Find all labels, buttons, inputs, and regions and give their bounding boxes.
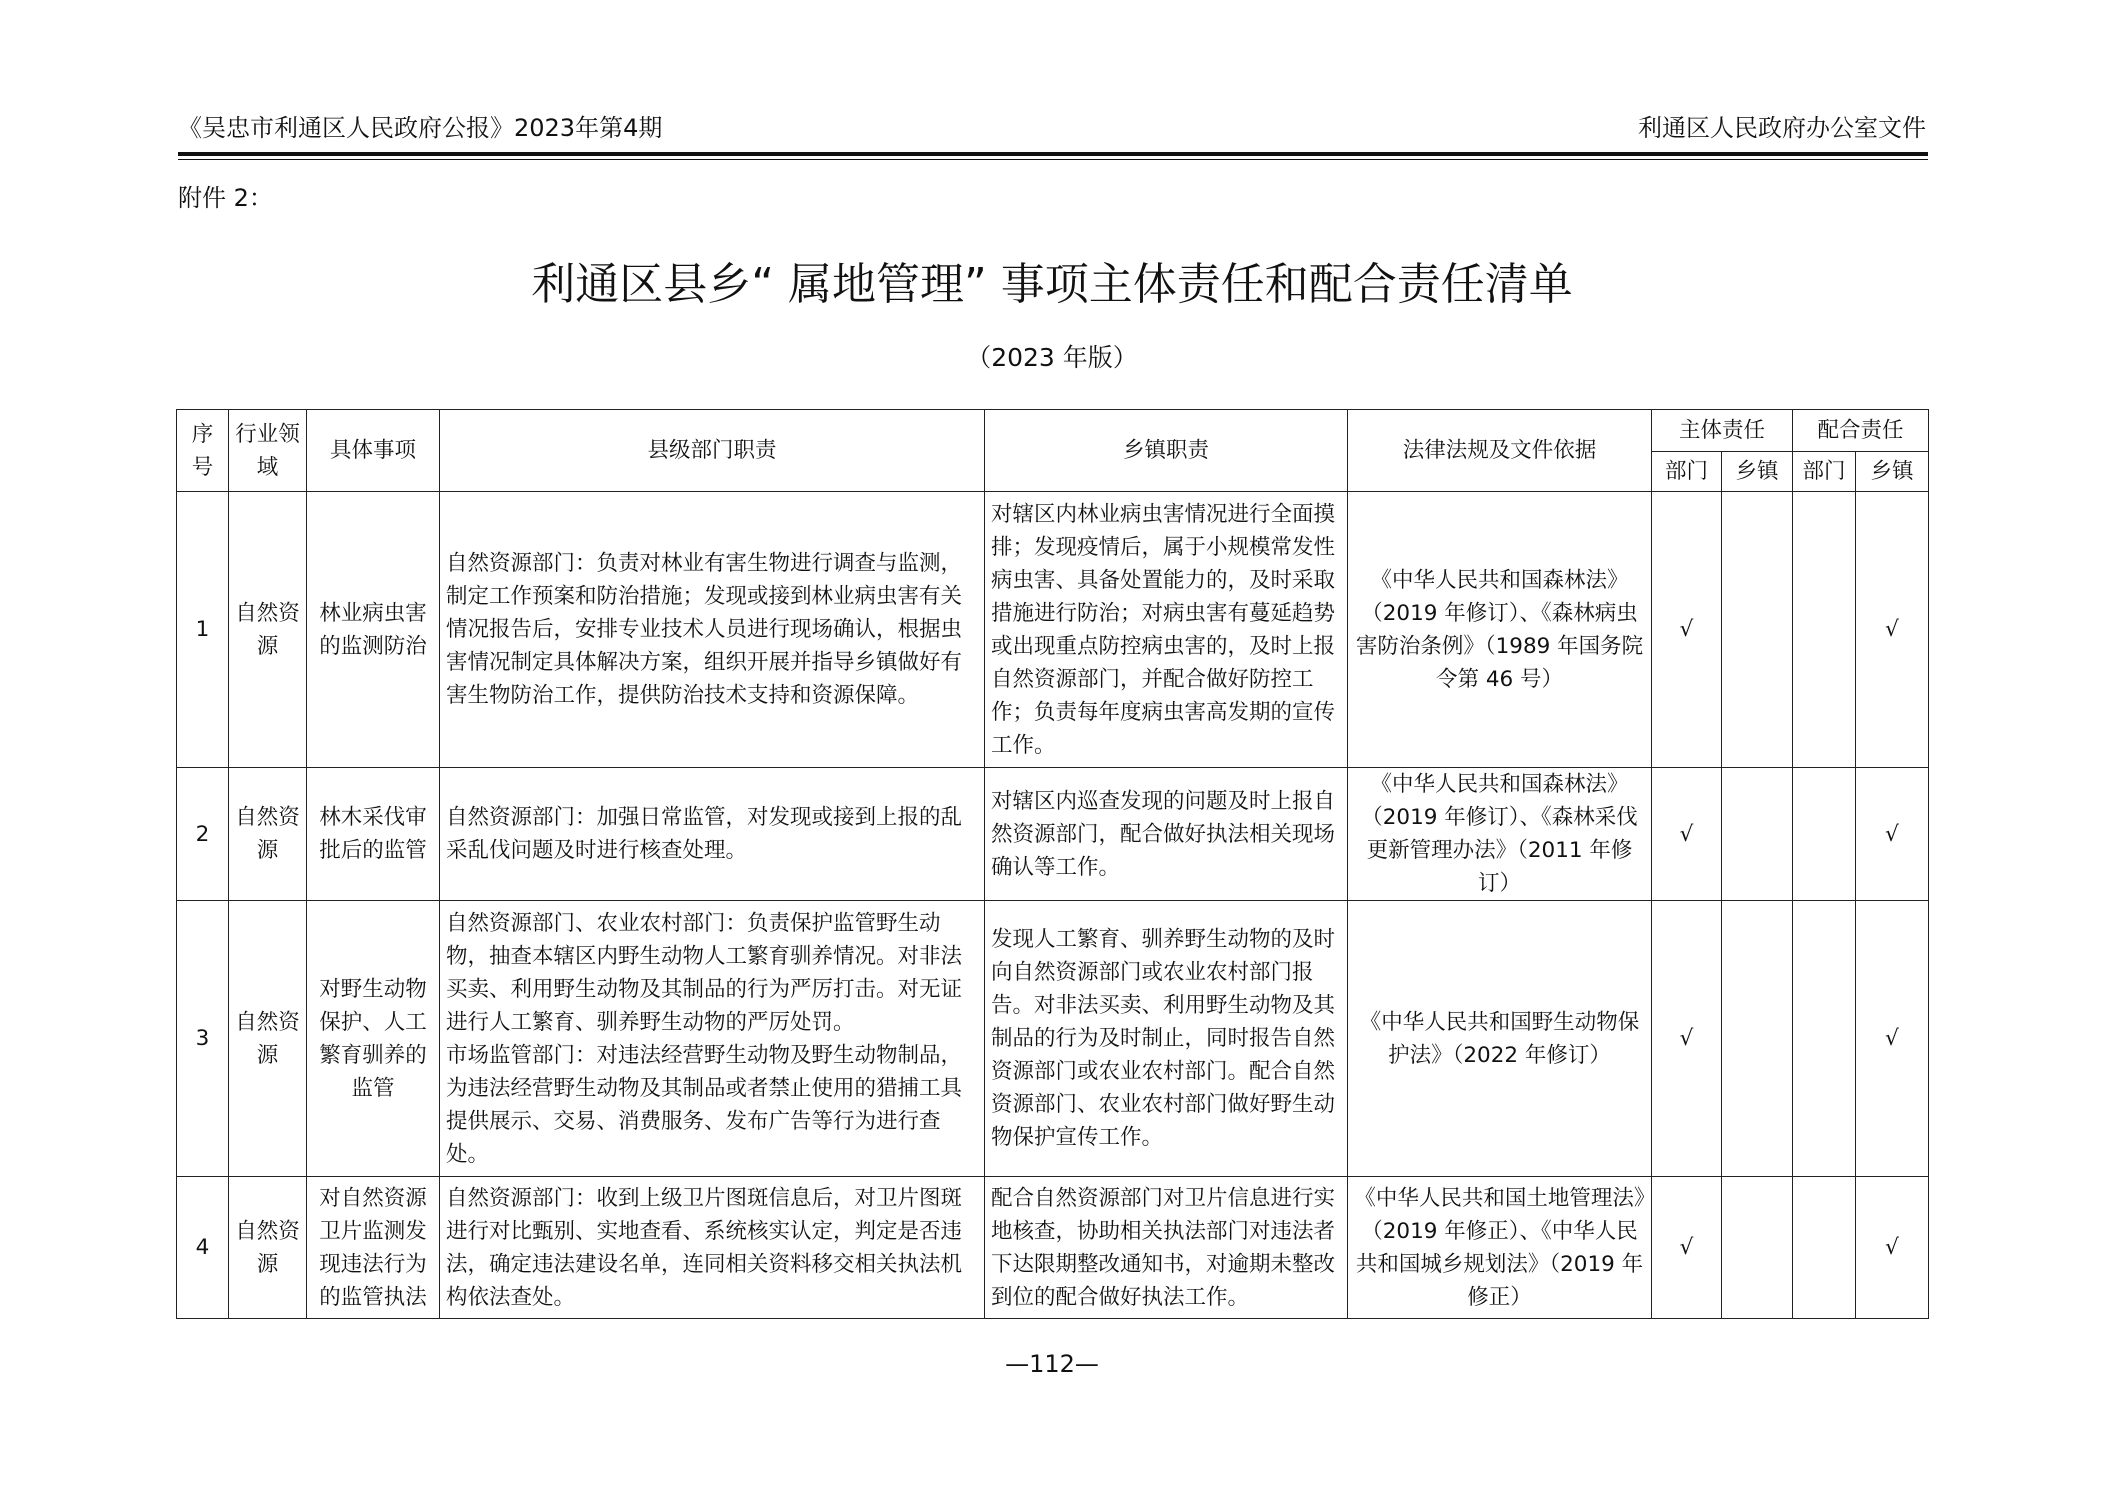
cell-county: 自然资源部门：收到上级卫片图斑信息后，对卫片图斑进行对比甄别、实地查看、系统核实认定，判定是否违法，确定违法建设名单，连同相关资料移交相关执法机构依法查处。 bbox=[440, 1177, 985, 1319]
cell-town: 对辖区内巡查发现的问题及时上报自然资源部门，配合做好执法相关现场确认等工作。 bbox=[985, 768, 1348, 901]
cell-main-dept: √ bbox=[1652, 492, 1722, 768]
responsibility-table bbox=[176, 409, 1929, 1319]
cell-town: 对辖区内林业病虫害情况进行全面摸排；发现疫情后，属于小规模常发性病虫害、具备处置能力的，及时采取措施进行防治；对病虫害有蔓延趋势或出现重点防控病虫害的，及时上报自然资源部门，并配合做好防控工作；负责每年度病虫害高发期的宣传工作。 bbox=[985, 492, 1348, 768]
header-right-title: 利通区人民政府办公室文件 bbox=[1638, 114, 1926, 142]
col-header-county: 县级部门职责 bbox=[440, 410, 985, 492]
cell-coop-dept bbox=[1793, 768, 1856, 901]
cell-main-dept: √ bbox=[1652, 1177, 1722, 1319]
table-row bbox=[177, 492, 1929, 768]
col-header-main-resp: 主体责任 bbox=[1652, 410, 1793, 452]
table-header-row bbox=[177, 410, 1929, 452]
cell-main-town bbox=[1722, 901, 1793, 1177]
cell-field: 自然资源 bbox=[229, 492, 307, 768]
cell-item: 林木采伐审批后的监管 bbox=[307, 768, 440, 901]
header-rule-thick bbox=[178, 152, 1928, 156]
table-row bbox=[177, 901, 1929, 1177]
table-row bbox=[177, 768, 1929, 901]
cell-county: 自然资源部门：负责对林业有害生物进行调查与监测，制定工作预案和防治措施；发现或接到林业病虫害有关情况报告后，安排专业技术人员进行现场确认，根据虫害情况制定具体解决方案，组织开展并指导乡镇做好有害生物防治工作，提供防治技术支持和资源保障。 bbox=[440, 492, 985, 768]
col-header-coop-town: 乡镇 bbox=[1856, 452, 1929, 492]
cell-main-town bbox=[1722, 1177, 1793, 1319]
col-header-main-town: 乡镇 bbox=[1722, 452, 1793, 492]
cell-county: 自然资源部门、农业农村部门：负责保护监管野生动物，抽查本辖区内野生动物人工繁育驯养情况。对非法买卖、利用野生动物及其制品的行为严厉打击。对无证进行人工繁育、驯养野生动物的严厉处罚。 市场监管部门：对违法经营野生动物及野生动物制品，为违法经营野生动物及其制品或者禁止使用的猎捕工具提供展示、交易、消费服务、发布广告等行为进行查处。 bbox=[440, 901, 985, 1177]
cell-main-dept: √ bbox=[1652, 768, 1722, 901]
cell-coop-town: √ bbox=[1856, 901, 1929, 1177]
col-header-field: 行业领域 bbox=[229, 410, 307, 492]
cell-law: 《中华人民共和国土地管理法》（2019 年修正）、《中华人民共和国城乡规划法》（2019 年修正） bbox=[1348, 1177, 1652, 1319]
document-title: 利通区县乡“ 属地管理” 事项主体责任和配合责任清单 bbox=[531, 259, 1573, 310]
col-header-coop-resp: 配合责任 bbox=[1793, 410, 1929, 452]
header-left-title: 《吴忠市利通区人民政府公报》2023年第4期 bbox=[178, 114, 663, 142]
cell-law: 《中华人民共和国森林法》（2019 年修订）、《森林病虫害防治条例》（1989 年国务院令第 46 号） bbox=[1348, 492, 1652, 768]
cell-county: 自然资源部门：加强日常监管，对发现或接到上报的乱采乱伐问题及时进行核查处理。 bbox=[440, 768, 985, 901]
page-number: —112— bbox=[1005, 1350, 1099, 1378]
cell-town: 配合自然资源部门对卫片信息进行实地核查，协助相关执法部门对违法者下达限期整改通知书，对逾期未整改到位的配合做好执法工作。 bbox=[985, 1177, 1348, 1319]
cell-no: 2 bbox=[177, 768, 229, 901]
cell-coop-dept bbox=[1793, 901, 1856, 1177]
cell-coop-town: √ bbox=[1856, 1177, 1929, 1319]
cell-item: 对野生动物保护、人工繁育驯养的监管 bbox=[307, 901, 440, 1177]
cell-field: 自然资源 bbox=[229, 1177, 307, 1319]
cell-coop-dept bbox=[1793, 492, 1856, 768]
cell-coop-town: √ bbox=[1856, 768, 1929, 901]
col-header-no: 序号 bbox=[177, 410, 229, 492]
cell-no: 1 bbox=[177, 492, 229, 768]
cell-field: 自然资源 bbox=[229, 901, 307, 1177]
cell-coop-town: √ bbox=[1856, 492, 1929, 768]
table-row bbox=[177, 1177, 1929, 1319]
cell-item: 对自然资源卫片监测发现违法行为的监管执法 bbox=[307, 1177, 440, 1319]
document-subtitle: （2023 年版） bbox=[966, 343, 1138, 372]
cell-law: 《中华人民共和国野生动物保护法》（2022 年修订） bbox=[1348, 901, 1652, 1177]
cell-coop-dept bbox=[1793, 1177, 1856, 1319]
cell-main-dept: √ bbox=[1652, 901, 1722, 1177]
header-rule-thin bbox=[178, 159, 1928, 160]
col-header-law: 法律法规及文件依据 bbox=[1348, 410, 1652, 492]
col-header-item: 具体事项 bbox=[307, 410, 440, 492]
cell-main-town bbox=[1722, 768, 1793, 901]
cell-no: 3 bbox=[177, 901, 229, 1177]
cell-town: 发现人工繁育、驯养野生动物的及时向自然资源部门或农业农村部门报告。对非法买卖、利用野生动物及其制品的行为及时制止，同时报告自然资源部门或农业农村部门。配合自然资源部门、农业农村部门做好野生动物保护宣传工作。 bbox=[985, 901, 1348, 1177]
cell-main-town bbox=[1722, 492, 1793, 768]
col-header-main-dept: 部门 bbox=[1652, 452, 1722, 492]
cell-law: 《中华人民共和国森林法》（2019 年修订）、《森林采伐更新管理办法》（2011 年修订） bbox=[1348, 768, 1652, 901]
col-header-town: 乡镇职责 bbox=[985, 410, 1348, 492]
attachment-label: 附件 2： bbox=[178, 184, 273, 212]
cell-no: 4 bbox=[177, 1177, 229, 1319]
cell-item: 林业病虫害的监测防治 bbox=[307, 492, 440, 768]
col-header-coop-dept: 部门 bbox=[1793, 452, 1856, 492]
cell-field: 自然资源 bbox=[229, 768, 307, 901]
